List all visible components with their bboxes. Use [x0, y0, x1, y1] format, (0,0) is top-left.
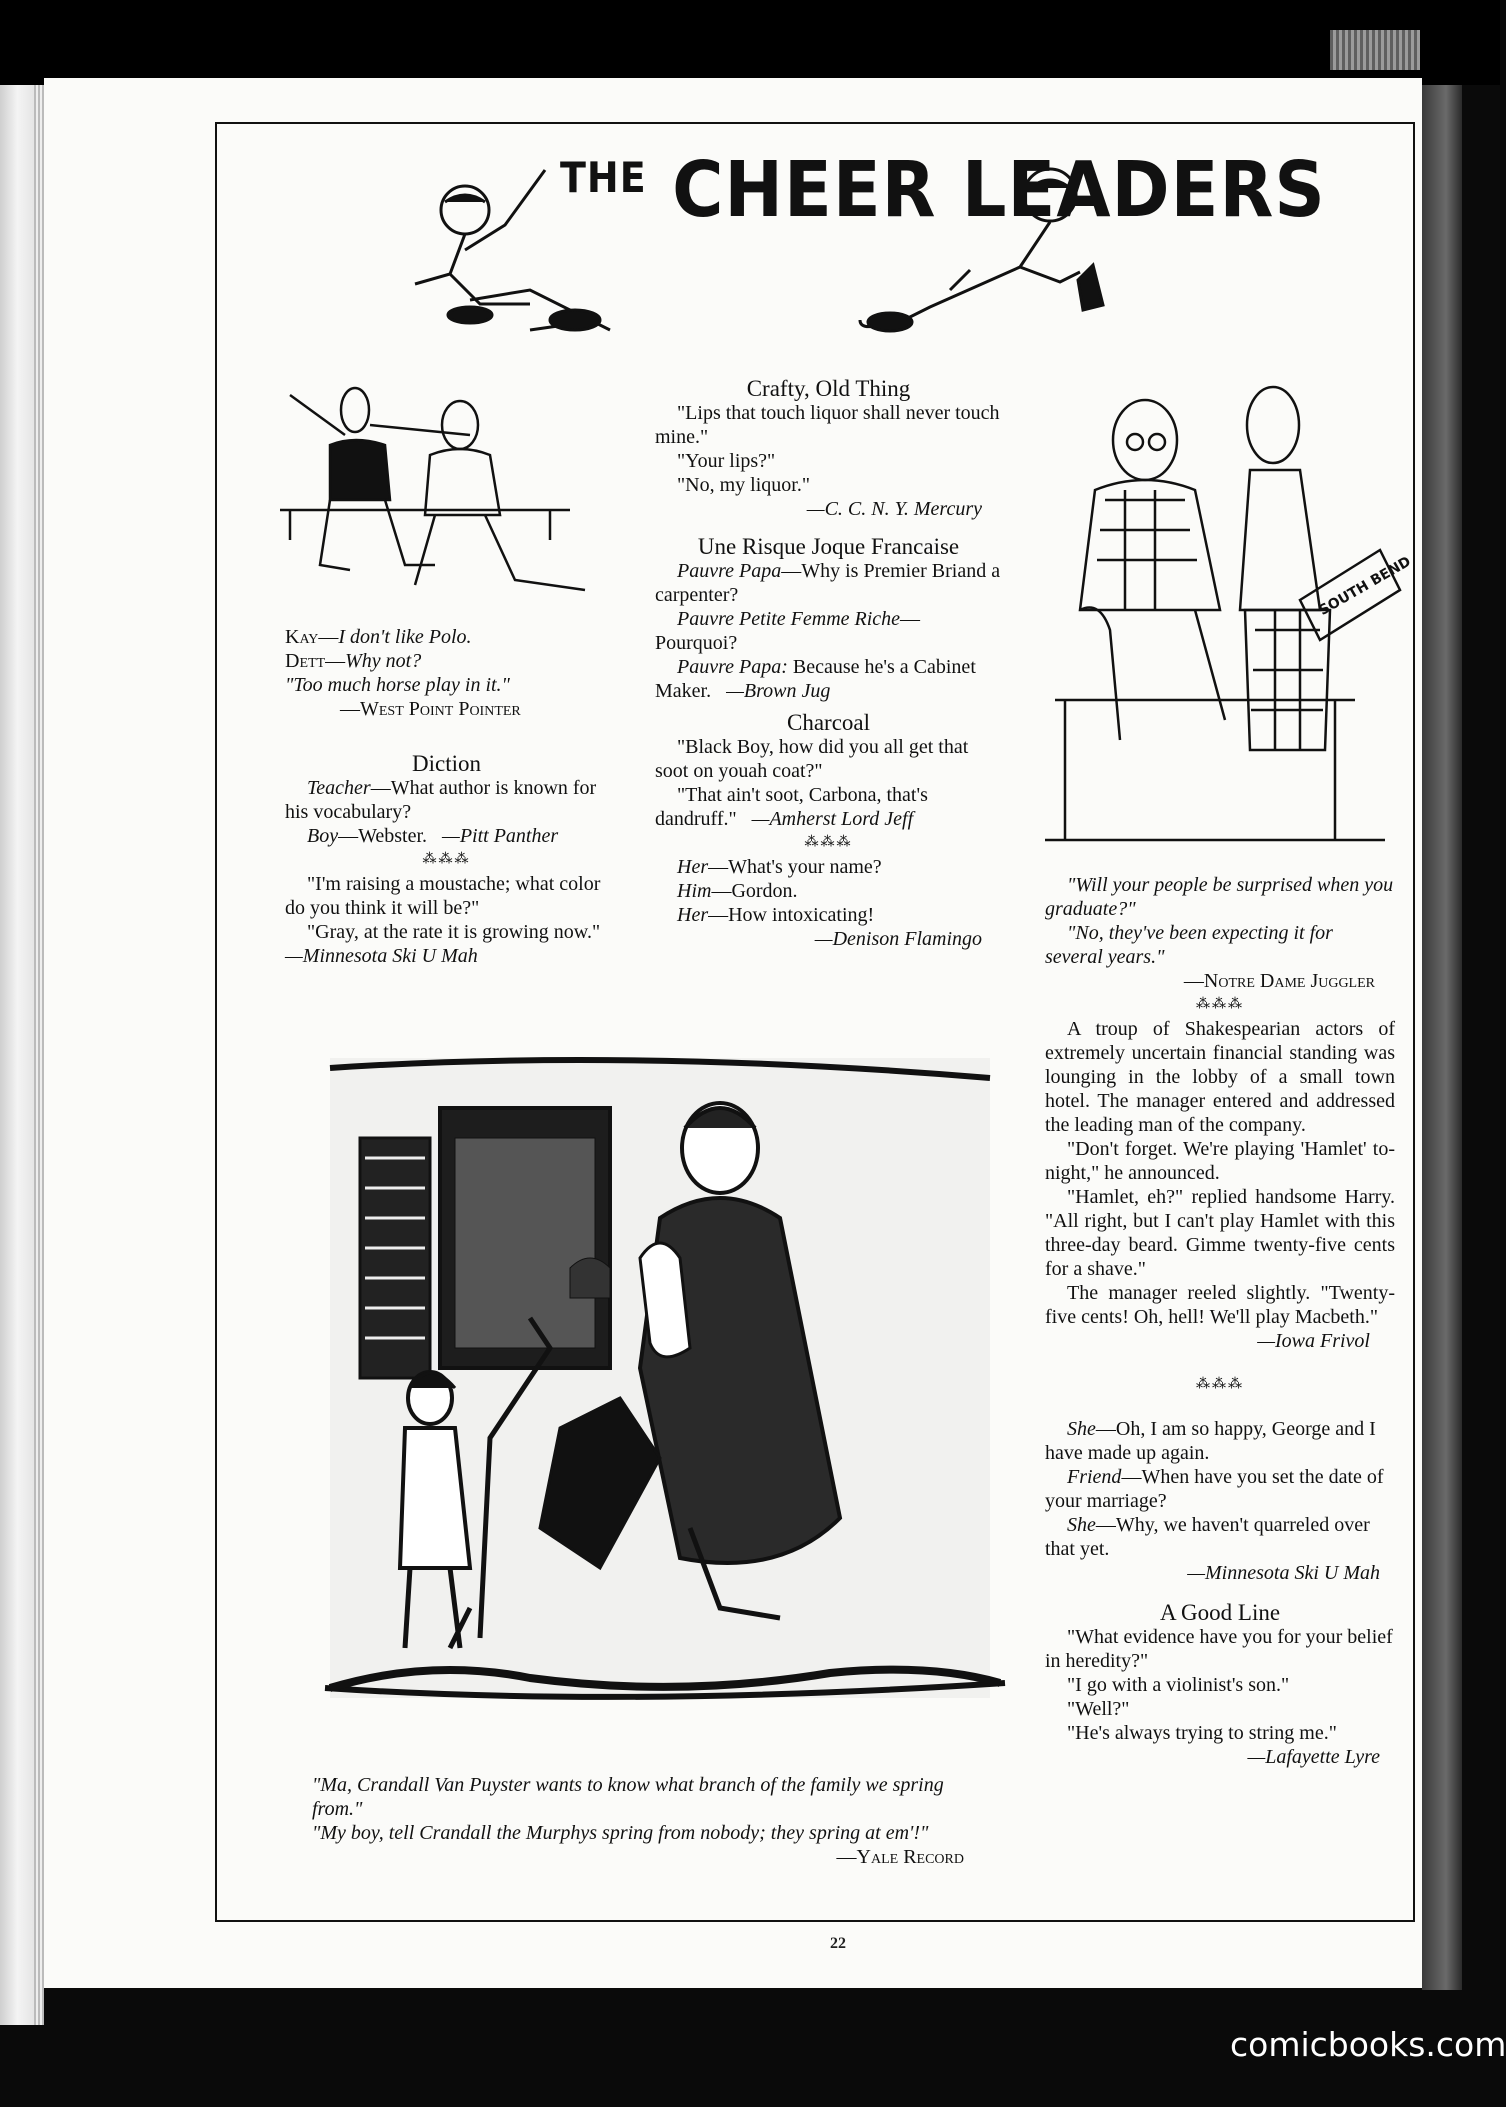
- joke-line: "Don't forget. We're playing 'Hamlet' to-night," he announced.: [1045, 1138, 1395, 1184]
- joke-source: —C. C. N. Y. Mercury: [806, 498, 982, 520]
- joke-line: "No, my liquor.": [677, 474, 810, 496]
- joke-speaker: Her: [677, 856, 709, 878]
- joke-line: "Well?": [1067, 1698, 1130, 1720]
- joke-line: "Black Boy, how did you all get that soot on youah coat?": [655, 736, 969, 782]
- joke-source: —Pitt Panther: [442, 825, 559, 847]
- polo-cartoon-illustration: [270, 375, 610, 615]
- joke-line: A troup of Shakespearian actors of extremely uncertain financial standing was lounging in the lobby of a small town hotel. The manager entered and addressed the leading man of the company.: [1045, 1018, 1395, 1136]
- page-number: 22: [830, 1935, 846, 1952]
- joke-line: —What's your name?: [708, 856, 882, 878]
- joke-source: —Minnesota Ski U Mah: [285, 945, 478, 967]
- column-3-jokes: [1045, 873, 1395, 1769]
- joke-speaker: Boy: [307, 825, 339, 847]
- sign-text: SOUTH BEND: [1316, 553, 1414, 620]
- joke-line: —How intoxicating!: [708, 904, 875, 926]
- joke-line: "My boy, tell Crandall the Murphys spring from nobody; they spring at em'!": [312, 1822, 929, 1844]
- scan-border-top: [0, 0, 1500, 85]
- joke-heading: Une Risque Joque Francaise: [697, 534, 960, 559]
- joke-heading: Crafty, Old Thing: [746, 376, 911, 401]
- joke-speaker: Pauvre Papa: [677, 560, 782, 582]
- joke-line: "That ain't soot, Carbona, that's dandruff.": [655, 784, 928, 830]
- joke-source: —Amherst Lord Jeff: [751, 808, 914, 830]
- joke-line: The manager reeled slightly. "Twenty-five cents! Oh, hell! We'll play Macbeth.": [1045, 1282, 1395, 1328]
- joke-line: "He's always trying to string me.": [1067, 1722, 1337, 1744]
- joke-line: —What author is known for his vocabulary?: [285, 777, 597, 823]
- joke-source: —Yale Record: [836, 1846, 964, 1868]
- column-2-jokes: [655, 377, 1002, 951]
- joke-speaker: Him: [677, 880, 712, 902]
- joke-source: —West Point Pointer: [340, 698, 521, 720]
- page-title: [560, 144, 1326, 266]
- joke-line: "Your lips?": [677, 450, 776, 472]
- joke-source: —Lafayette Lyre: [1247, 1746, 1380, 1768]
- joke-speaker: Her: [677, 904, 709, 926]
- joke-line: "Lips that touch liquor shall never touch mine.": [655, 402, 1000, 448]
- joke-heading: Charcoal: [786, 710, 870, 735]
- joke-line: "Gray, at the rate it is growing now.": [307, 921, 601, 943]
- section-divider: ⁂⁂⁂: [804, 835, 853, 850]
- joke-line: —Gordon.: [711, 880, 798, 902]
- joke-line: —When have you set the date of your marriage?: [1045, 1466, 1384, 1512]
- joke-source: —Brown Jug: [726, 680, 831, 702]
- joke-speaker: Dett: [285, 650, 326, 672]
- page-edges-left: [34, 85, 44, 2025]
- joke-source: —Denison Flamingo: [814, 928, 982, 950]
- joke-speaker: Friend: [1067, 1466, 1122, 1488]
- joke-line: "Will your people be surprised when you graduate?": [1045, 874, 1394, 920]
- site-watermark: comicbooks.com: [1230, 2025, 1506, 2064]
- joke-line: Why not?: [345, 650, 422, 672]
- joke-line: "Too much horse play in it.": [285, 674, 510, 696]
- joke-source: —Notre Dame Juggler: [1183, 970, 1375, 992]
- polo-joke: Kay—I don't like Polo. Dett—Why not? "Too much horse play in it." —West Point Pointer: [285, 625, 615, 721]
- joke-line: —Why, we haven't quarreled over that yet.: [1045, 1514, 1370, 1560]
- title-prefix: THE: [560, 153, 647, 202]
- joke-source: —Iowa Frivol: [1257, 1330, 1370, 1352]
- page-edges-right: [1422, 85, 1462, 1990]
- joke-line: —Oh, I am so happy, George and I have made up again.: [1045, 1418, 1376, 1464]
- joke-heading: A Good Line: [1159, 1600, 1281, 1625]
- joke-line: "Ma, Crandall Van Puyster wants to know what branch of the family we spring from.": [312, 1774, 944, 1820]
- joke-speaker: Teacher: [307, 777, 371, 799]
- joke-line: "Hamlet, eh?" replied handsome Harry. "All right, but I can't play Hamlet with this three-day beard. Gimme twenty-five cents for a shave.": [1045, 1186, 1395, 1280]
- murphy-cartoon-illustration: [320, 1048, 1010, 1728]
- big-cartoon-caption: [312, 1773, 974, 1869]
- joke-heading: Diction: [412, 751, 481, 776]
- joke-source: —Minnesota Ski U Mah: [1187, 1562, 1380, 1584]
- joke-line: "I'm raising a moustache; what color do you think it will be?": [285, 873, 601, 919]
- section-divider: ⁂⁂⁂: [422, 852, 471, 867]
- notre-dame-cartoon-illustration: [1045, 380, 1414, 860]
- joke-speaker: Pauvre Petite Femme Riche: [677, 608, 901, 630]
- title-main: CHEER LEADERS: [672, 144, 1326, 235]
- joke-speaker: Kay: [285, 626, 319, 648]
- section-divider: ⁂⁂⁂: [1196, 1377, 1244, 1392]
- joke-line: —Why is Premier Briand a carpenter?: [655, 560, 1001, 606]
- diction-joke: [285, 752, 608, 968]
- section-divider: ⁂⁂⁂: [1196, 997, 1244, 1012]
- joke-speaker: She: [1067, 1514, 1096, 1536]
- joke-speaker: She: [1067, 1418, 1096, 1440]
- book-corner: [1330, 30, 1420, 70]
- joke-line: Because he's a Cabinet Maker.: [655, 656, 976, 702]
- joke-line: "I go with a violinist's son.": [1067, 1674, 1290, 1696]
- joke-line: "No, they've been expecting it for several years.": [1045, 922, 1333, 968]
- joke-line: —Pourquoi?: [655, 608, 921, 654]
- joke-line: "What evidence have you for your belief in heredity?": [1045, 1626, 1393, 1672]
- joke-line: —Webster.: [338, 825, 428, 847]
- joke-line: I don't like Polo.: [338, 626, 472, 648]
- joke-speaker: Pauvre Papa:: [677, 656, 788, 678]
